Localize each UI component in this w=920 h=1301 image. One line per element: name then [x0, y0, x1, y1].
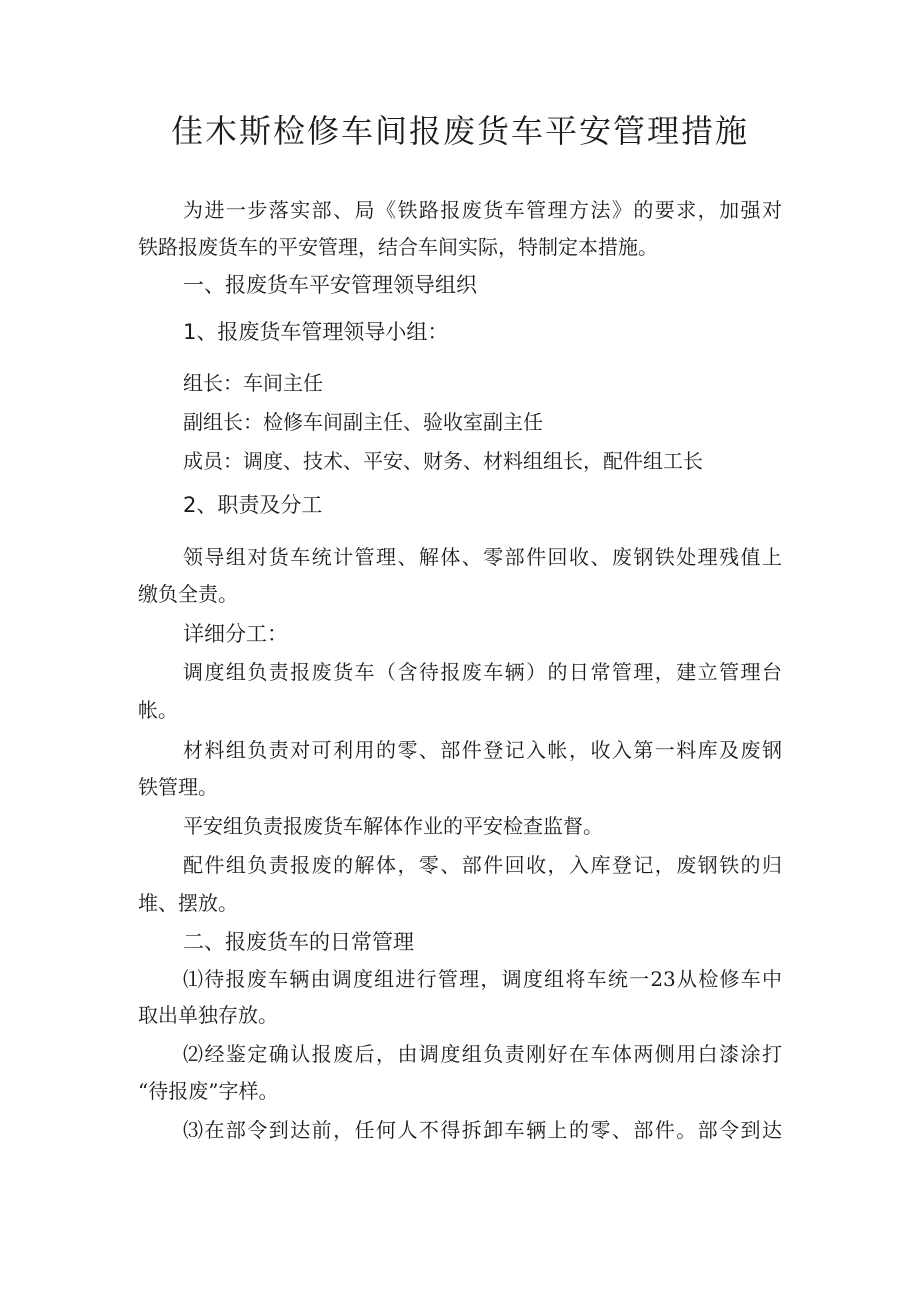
section-heading-daily-management: 二、报废货车的日常管理 — [183, 930, 414, 954]
management-item-line: ⑴待报废车辆由调度组进行管理，调度组将车统一23从检修车中 — [183, 967, 782, 991]
dispatch-duty-line: 调度组负责报废货车（含待报废车辆）的日常管理，建立管理台 — [183, 660, 782, 684]
document-title: 佳木斯检修车间报废货车平安管理措施 — [170, 112, 749, 150]
management-item-line: “待报废”字样。 — [138, 1079, 279, 1103]
group-leader-line: 组长：车间主任 — [183, 371, 323, 395]
subsection-heading-group: 1、报废货车管理领导小组： — [183, 320, 449, 344]
safety-duty-line: 平安组负责报废货车解体作业的平安检查监督。 — [183, 814, 603, 838]
material-duty-line: 材料组负责对可利用的零、部件登记入帐，收入第一料库及废钢 — [183, 738, 782, 762]
management-item-line: ⑶在部令到达前，任何人不得拆卸车辆上的零、部件。部令到达 — [183, 1118, 782, 1142]
intro-paragraph-line: 铁路报废货车的平安管理，结合车间实际，特制定本措施。 — [138, 235, 658, 259]
material-duty-line: 铁管理。 — [138, 775, 218, 799]
detail-division-heading: 详细分工： — [183, 622, 288, 646]
subsection-heading-duties: 2、职责及分工 — [183, 493, 323, 517]
group-members-line: 成员：调度、技术、平安、财务、材料组组长，配件组工长 — [183, 449, 703, 473]
parts-duty-line: 配件组负责报废的解体，零、部件回收，入库登记，废钢铁的归 — [183, 853, 782, 877]
section-heading-leadership: 一、报废货车平安管理领导组织 — [183, 273, 477, 297]
management-item-line: 取出单独存放。 — [138, 1003, 278, 1027]
intro-paragraph-line: 为进一步落实部、局《铁路报废货车管理方法》的要求，加强对 — [183, 198, 782, 222]
management-item-line: ⑵经鉴定确认报废后，由调度组负责刚好在车体两侧用白漆涂打 — [183, 1042, 782, 1066]
parts-duty-line: 堆、摆放。 — [138, 891, 238, 915]
duty-paragraph-line: 领导组对货车统计管理、解体、零部件回收、废钢铁处理残值上 — [183, 545, 782, 569]
dispatch-duty-line: 帐。 — [138, 698, 178, 722]
group-deputy-line: 副组长：检修车间副主任、验收室副主任 — [183, 410, 543, 434]
duty-paragraph-line: 缴负全责。 — [138, 582, 238, 606]
